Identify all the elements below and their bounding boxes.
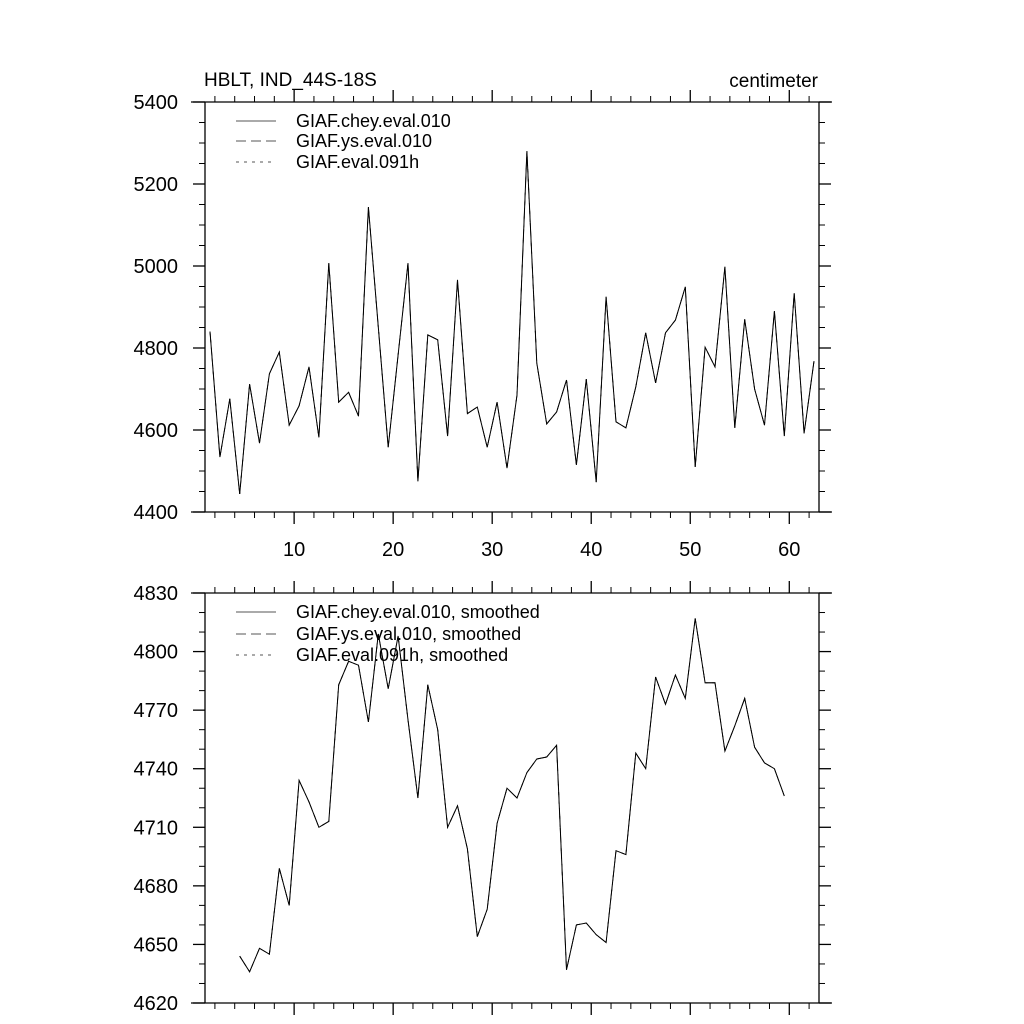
y-tick-label: 4600 <box>133 420 178 442</box>
y-tick-label: 4620 <box>133 993 178 1015</box>
y-tick-label: 4710 <box>133 817 178 840</box>
legend-label: GIAF.ys.eval.010 <box>296 131 433 151</box>
y-tick-label: 4650 <box>133 934 178 957</box>
y-tick-label: 4800 <box>133 338 178 360</box>
y-tick-label: 4400 <box>133 502 178 524</box>
chart-title: HBLT, IND_44S-18S <box>204 70 377 91</box>
units-label: centimeter <box>729 71 818 92</box>
x-tick-label: 40 <box>580 539 603 561</box>
y-tick-label: 4800 <box>133 641 178 664</box>
x-tick-label: 10 <box>283 539 306 561</box>
y-tick-label: 5400 <box>133 92 178 114</box>
y-tick-label: 4680 <box>133 875 178 898</box>
legend-label: GIAF.eval.091h, smoothed <box>296 645 509 665</box>
y-tick-label: 4770 <box>133 700 178 723</box>
x-tick-label: 30 <box>481 539 504 561</box>
legend-label: GIAF.chey.eval.010, smoothed <box>296 602 540 622</box>
y-tick-label: 4740 <box>133 758 178 781</box>
legend-label: GIAF.eval.091h <box>296 152 420 172</box>
y-tick-label: 5200 <box>133 174 178 196</box>
x-tick-label: 60 <box>778 539 801 561</box>
legend-label: GIAF.chey.eval.010 <box>296 111 451 131</box>
y-tick-label: 4830 <box>133 583 178 605</box>
x-tick-label: 50 <box>679 539 702 561</box>
x-tick-label: 20 <box>382 539 405 561</box>
y-tick-label: 5000 <box>133 256 178 278</box>
legend-label: GIAF.ys.eval.010, smoothed <box>296 624 522 644</box>
